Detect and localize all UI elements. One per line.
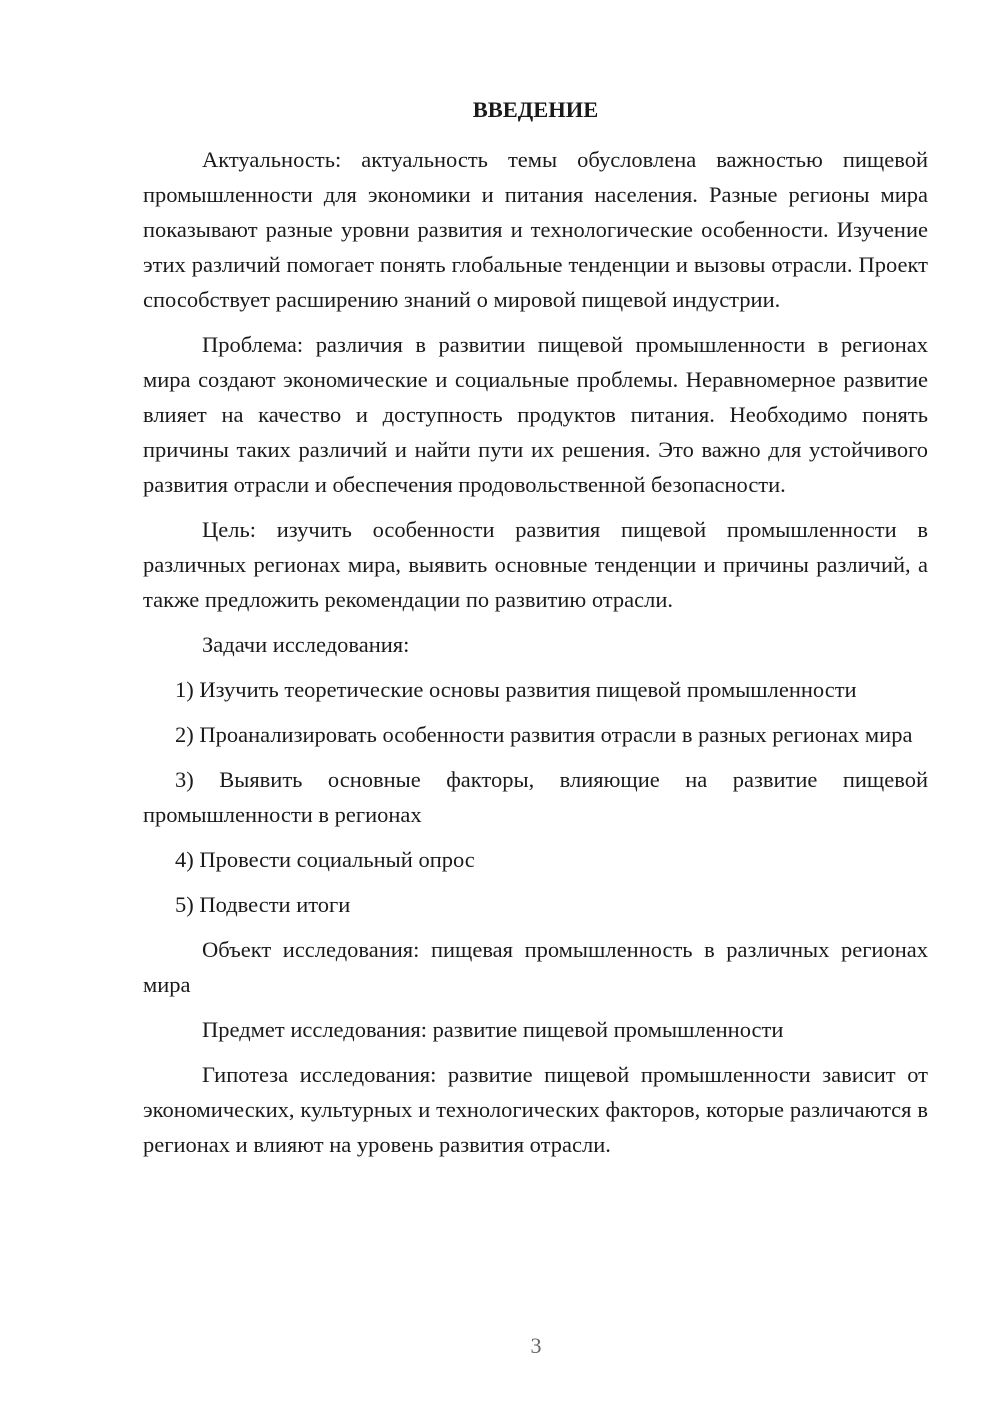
task-item-3: 3) Выявить основные факторы, влияющие на развитие пищевой промышленности в регионах [143, 767, 928, 827]
paragraph-hypothesis: Гипотеза исследования: развитие пищевой промышленности зависит от экономических, культурных и технологических факторов, которые различаются в регионах и влияют на уровень развития отрасли. [143, 1062, 928, 1157]
task-item-2: 2) Проанализировать особенности развития отрасли в разных регионах мира [175, 722, 913, 747]
paragraph-goal: Цель: изучить особенности развития пищевой промышленности в различных регионах мира, выявить основные тенденции и причины различий, а также предложить рекомендации по развитию отрасли. [143, 517, 928, 612]
task-item-1: 1) Изучить теоретические основы развития пищевой промышленности [175, 677, 857, 702]
page-number: 3 [530, 1333, 542, 1358]
paragraph-subject: Предмет исследования: развитие пищевой промышленности [202, 1017, 784, 1042]
task-item-5: 5) Подвести итоги [175, 892, 351, 917]
paragraph-object: Объект исследования: пищевая промышленность в различных регионах мира [143, 937, 928, 997]
paragraph-problem: Проблема: различия в развитии пищевой промышленности в регионах мира создают экономические и социальные проблемы. Неравномерное развитие влияет на качество и доступность продуктов питания. Необходимо понять причины таких различий и найти пути их решения. Это важно для устойчивого развития отрасли и обеспечения продовольственной безопасности. [143, 332, 928, 497]
page-content [143, 92, 928, 1172]
paragraph-relevance: Актуальность: актуальность темы обусловлена важностью пищевой промышленности для экономики и питания населения. Разные регионы мира показывают разные уровни развития и технологические особенности. Изучение этих различий помогает понять глобальные тенденции и вызовы отрасли. Проект способствует расширению знаний о мировой пищевой индустрии. [143, 147, 928, 312]
tasks-heading: Задачи исследования: [202, 632, 410, 657]
task-item-4: 4) Провести социальный опрос [175, 847, 475, 872]
page-title: ВВЕДЕНИЕ [472, 97, 599, 122]
